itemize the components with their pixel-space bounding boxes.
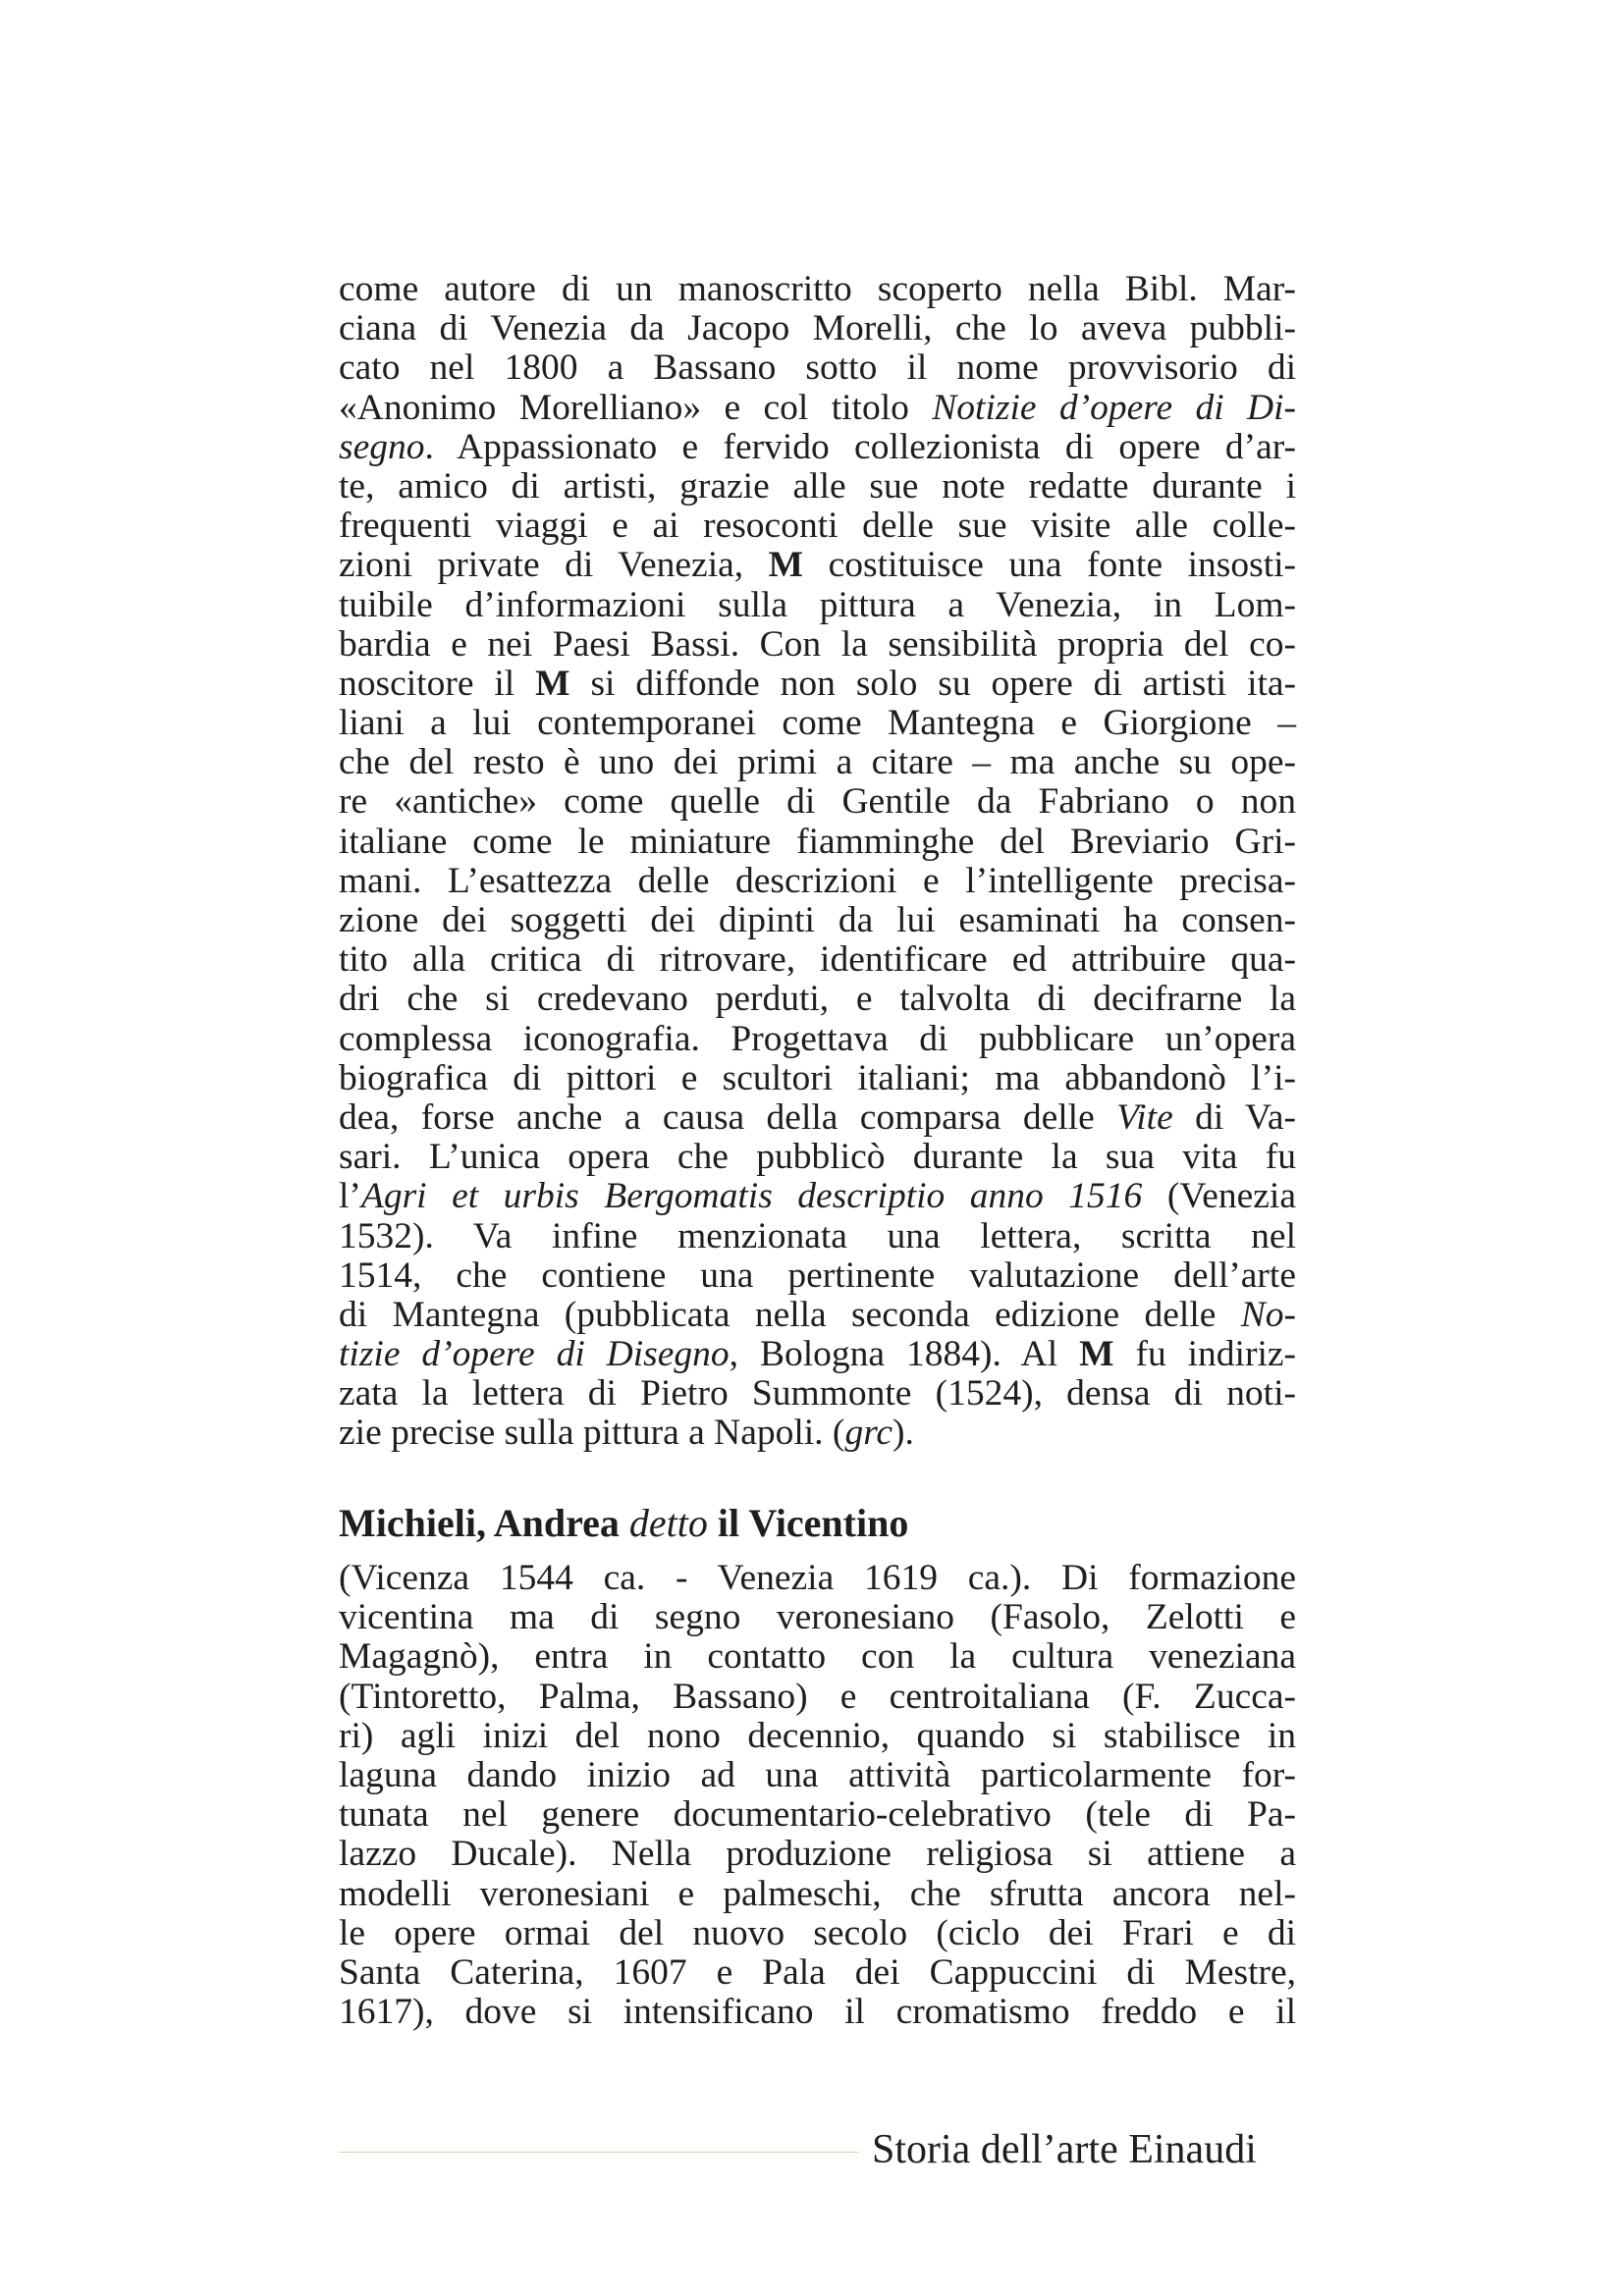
text-line: l’Agri et urbis Bergomatis descriptio anno 1516 (Venezia [339,1176,1296,1217]
subject-abbrev: M [1079,1334,1114,1375]
author-initials: grc [844,1413,893,1454]
footer-title: Storia dell’arte Einaudi [872,2127,1257,2172]
text-line: italiane come le miniature fiamminghe del Breviario Gri- [339,821,1296,862]
text-line: biografica di pittori e scultori italiani; ma abbandonò l’i- [339,1057,1296,1098]
text-line: zione dei soggetti dei dipinti da lui esaminati ha consen- [339,900,1296,940]
text-line: zata la lettera di Pietro Summonte (1524), densa di noti- [339,1373,1296,1415]
text-line: mani. L’esattezza delle descrizioni e l’intelligente precisa- [339,860,1296,901]
text-line: tizie d’opere di Disegno, Bologna 1884). Al M fu indiriz- [339,1334,1297,1375]
text-line: vicentina ma di segno veronesiano (Fasolo, Zelotti e [339,1597,1296,1638]
text-line: zie precise sulla pittura a Napoli. (grc). [339,1413,914,1454]
text-line: dea, forse anche a causa della comparsa delle Vite di Va- [339,1096,1297,1138]
text-line: lazzo Ducale). Nella produzione religiosa si attiene a [339,1834,1296,1875]
text-line: «Anonimo Morelliano» e col titolo Notizie d’opere di Di- [339,387,1296,428]
text-line: Santa Caterina, 1607 e Pala dei Cappuccini di Mestre, [339,1951,1296,1993]
text-line: le opere ormai del nuovo secolo (ciclo dei Frari e di [339,1912,1296,1953]
entry-continuation-text [339,270,1296,1454]
text-line: Magagnò), entra in contatto con la cultura veneziana [339,1636,1296,1678]
text-line: laguna dando inizio ad una attività particolarmente for- [339,1754,1296,1795]
text-line: che del resto è uno dei primi a citare – ma anche su ope- [339,742,1296,783]
work-title: No- [1240,1294,1296,1335]
text-line: modelli veronesiani e palmeschi, che sfrutta ancora nel- [339,1873,1296,1914]
text-line: tunata nel genere documentario-celebrativo (tele di Pa- [339,1794,1296,1836]
entry-heading-detto: detto [628,1501,708,1545]
text-line: ri) agli inizi del nono decennio, quando si stabilisce in [339,1715,1296,1756]
text-line: noscitore il M si diffonde non solo su opere di artisti ita- [339,663,1297,704]
text-line: ciana di Venezia da Jacopo Morelli, che lo aveva pubbli- [339,308,1296,349]
text-line: (Vicenza 1544 ca. - Venezia 1619 ca.). Di formazione [339,1558,1296,1598]
entry-heading-name: Michieli, Andrea [339,1501,620,1545]
entry-heading-alias: il Vicentino [717,1501,909,1545]
text-line: tito alla critica di ritrovare, identificare ed attribuire qua- [339,939,1296,981]
text-line: complessa iconografia. Progettava di pubblicare un’opera [339,1018,1296,1059]
text-line: frequenti viaggi e ai resoconti delle sue visite alle colle- [339,506,1296,547]
text-line: tuibile d’informazioni sulla pittura a Venezia, in Lom- [339,584,1296,625]
text-line: di Mantegna (pubblicata nella seconda edizione delle No- [339,1294,1296,1335]
text-line: te, amico di artisti, grazie alle sue note redatte durante i [339,465,1296,507]
entry-heading [339,1502,1296,1545]
text-line: bardia e nei Paesi Bassi. Con la sensibilità propria del co- [339,623,1296,665]
text-line: cato nel 1800 a Bassano sotto il nome provvisorio di [339,347,1296,389]
work-title: tizie d’opere di Disegno [339,1334,730,1375]
text-line: come autore di un manoscritto scoperto nella Bibl. Mar- [339,269,1296,309]
text-line: re «antiche» come quelle di Gentile da Fabriano o non [339,781,1296,823]
text-line: segno. Appassionato e fervido collezionista di opere d’ar- [339,426,1296,467]
text-line: zioni private di Venezia, M costituisce una fonte insosti- [339,545,1297,586]
work-title: segno [339,426,425,467]
entry-body-text [339,1559,1296,2032]
text-line: 1532). Va infine menzionata una lettera, scritta nel [339,1215,1296,1256]
subject-abbrev: M [535,663,570,704]
footer-rule [339,2152,859,2153]
text-line: (Tintoretto, Palma, Bassano) e centroitaliana (F. Zucca- [339,1676,1296,1717]
subject-abbrev: M [768,545,804,586]
text-line: 1514, che contiene una pertinente valutazione dell’arte [339,1255,1296,1296]
text-line: dri che si credevano perduti, e talvolta di decifrarne la [339,979,1296,1020]
work-title: Notizie d’opere di Di- [932,387,1296,428]
text-line: sari. L’unica opera che pubblicò durante la sua vita fu [339,1137,1296,1178]
text-line: liani a lui contemporanei come Mantegna e Giorgione – [339,703,1296,744]
work-title: Vite [1116,1096,1173,1138]
text-line: 1617), dove si intensificano il cromatismo freddo e il [339,1992,1296,2033]
work-title: Agri et urbis Bergomatis descriptio anno 1516 [360,1176,1143,1217]
